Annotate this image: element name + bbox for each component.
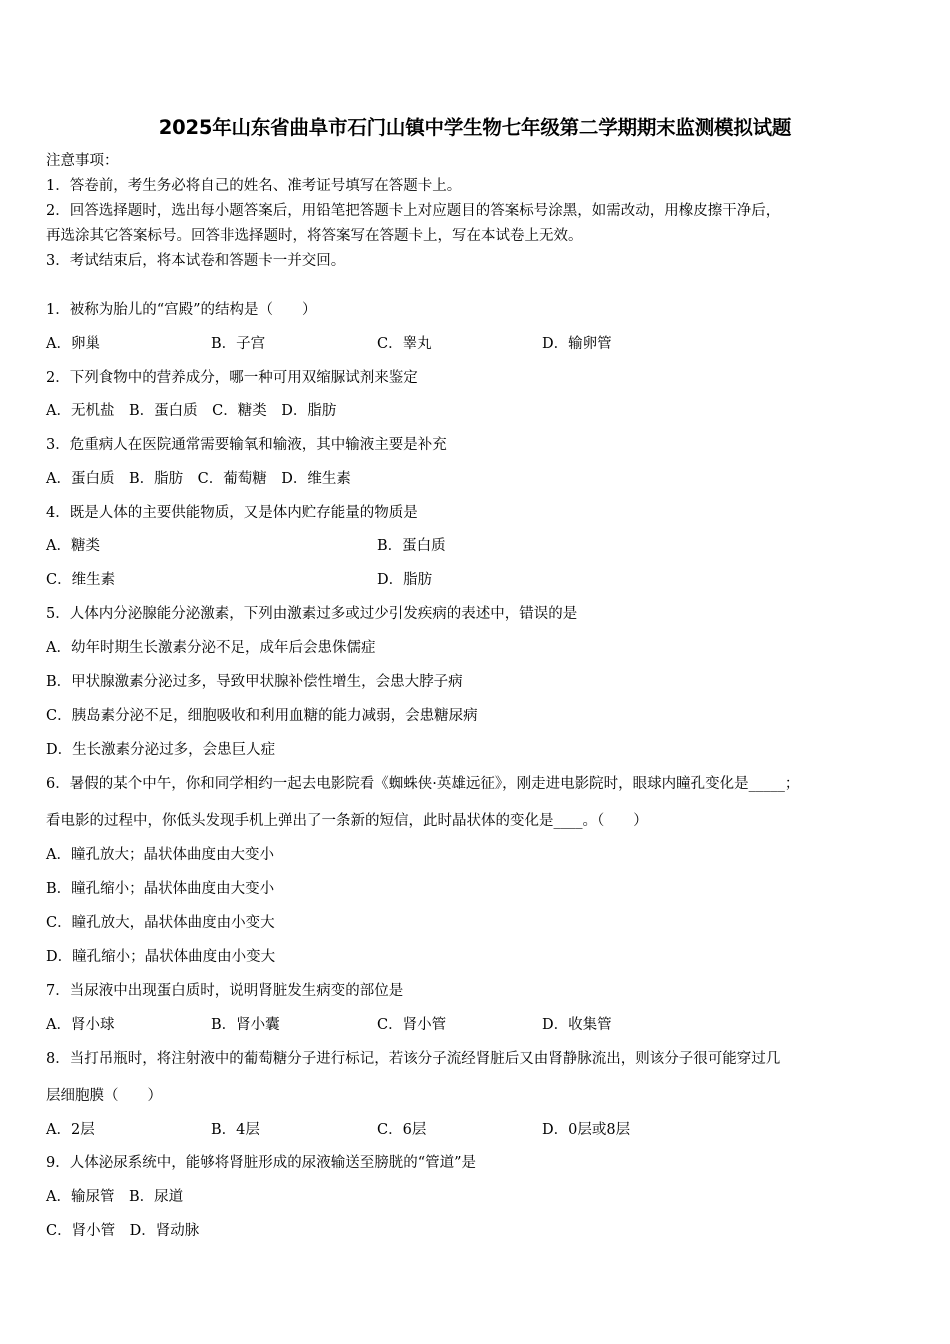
option-d: D．收集管: [542, 1017, 612, 1033]
question-stem: 2．下列食物中的营养成分，哪一种可用双缩脲试剂来鉴定: [46, 370, 418, 386]
page-title: 2025年山东省曲阜市石门山镇中学生物七年级第二学期期末监测模拟试题: [158, 116, 792, 139]
option-d: D．输卵管: [542, 336, 612, 352]
option-b: B．4层: [211, 1122, 260, 1138]
option-row: A．无机盐 B．蛋白质 C．糖类 D．脂肪: [46, 403, 337, 419]
option-b: B．甲状腺激素分泌过多，导致甲状腺补偿性增生，会患大脖子病: [46, 674, 463, 690]
option-a: A．2层: [46, 1122, 95, 1138]
option-b: B．子宫: [211, 336, 266, 352]
notice-heading: 注意事项：: [46, 153, 119, 169]
option-c: C．胰岛素分泌不足，细胞吸收和利用血糖的能力减弱，会患糖尿病: [46, 708, 478, 724]
question-stem: 3．危重病人在医院通常需要输氧和输液，其中输液主要是补充: [46, 437, 447, 453]
option-row: A．蛋白质 B．脂肪 C．葡萄糖 D．维生素: [46, 471, 351, 487]
question-stem: 4．既是人体的主要供能物质，又是体内贮存能量的物质是: [46, 505, 418, 521]
option-a: A．肾小球: [46, 1017, 115, 1033]
question-stem-continued: 层细胞膜（ ）: [46, 1088, 162, 1104]
question-stem: 6．暑假的某个中午，你和同学相约一起去电影院看《蜘蛛侠·英雄远征》，刚走进电影院时，眼球内瞳孔变化是_____；: [46, 776, 800, 792]
option-row: A．输尿管 B．尿道: [46, 1189, 184, 1205]
question-stem: 7．当尿液中出现蛋白质时，说明肾脏发生病变的部位是: [46, 983, 404, 999]
option-d: D．0层或8层: [542, 1122, 631, 1138]
notice-item: 1．答卷前，考生务必将自己的姓名、准考证号填写在答题卡上。: [46, 178, 462, 194]
question-stem: 5．人体内分泌腺能分泌激素，下列由激素过多或过少引发疾病的表述中，错误的是: [46, 606, 578, 622]
question-stem-continued: 看电影的过程中，你低头发现手机上弹出了一条新的短信，此时晶状体的变化是____。（ ）: [46, 813, 648, 829]
question-stem: 1．被称为胎儿的“宫殿”的结构是（ ）: [46, 302, 317, 318]
option-b: B．肾小囊: [211, 1017, 280, 1033]
option-row: C．肾小管 D．肾动脉: [46, 1223, 200, 1239]
option-a: A．卵巢: [46, 336, 100, 352]
notice-item: 再选涂其它答案标号。回答非选择题时，将答案写在答题卡上，写在本试卷上无效。: [46, 228, 583, 244]
option-d: D．生长激素分泌过多，会患巨人症: [46, 742, 276, 758]
option-c: C．维生素: [46, 572, 116, 588]
option-c: C．6层: [377, 1122, 427, 1138]
question-stem: 8．当打吊瓶时，将注射液中的葡萄糖分子进行标记，若该分子流经肾脏后又由肾静脉流出，则该分子很可能穿过几: [46, 1051, 781, 1067]
option-b: B．瞳孔缩小；晶状体曲度由大变小: [46, 881, 275, 897]
option-c: C．瞳孔放大，晶状体曲度由小变大: [46, 915, 275, 931]
option-a: A．糖类: [46, 538, 100, 554]
question-stem: 9．人体泌尿系统中，能够将肾脏形成的尿液输送至膀胱的“管道”是: [46, 1155, 477, 1171]
option-b: B．蛋白质: [377, 538, 446, 554]
option-d: D．瞳孔缩小；晶状体曲度由小变大: [46, 949, 276, 965]
notice-item: 3．考试结束后，将本试卷和答题卡一并交回。: [46, 253, 346, 269]
option-c: C．睾丸: [377, 336, 432, 352]
option-a: A．瞳孔放大；晶状体曲度由大变小: [46, 847, 274, 863]
notice-item: 2．回答选择题时，选出每小题答案后，用铅笔把答题卡上对应题目的答案标号涂黑，如需改动，用橡皮擦干净后，: [46, 203, 781, 219]
option-a: A．幼年时期生长激素分泌不足，成年后会患侏儒症: [46, 640, 376, 656]
option-c: C．肾小管: [377, 1017, 447, 1033]
option-d: D．脂肪: [377, 572, 433, 588]
